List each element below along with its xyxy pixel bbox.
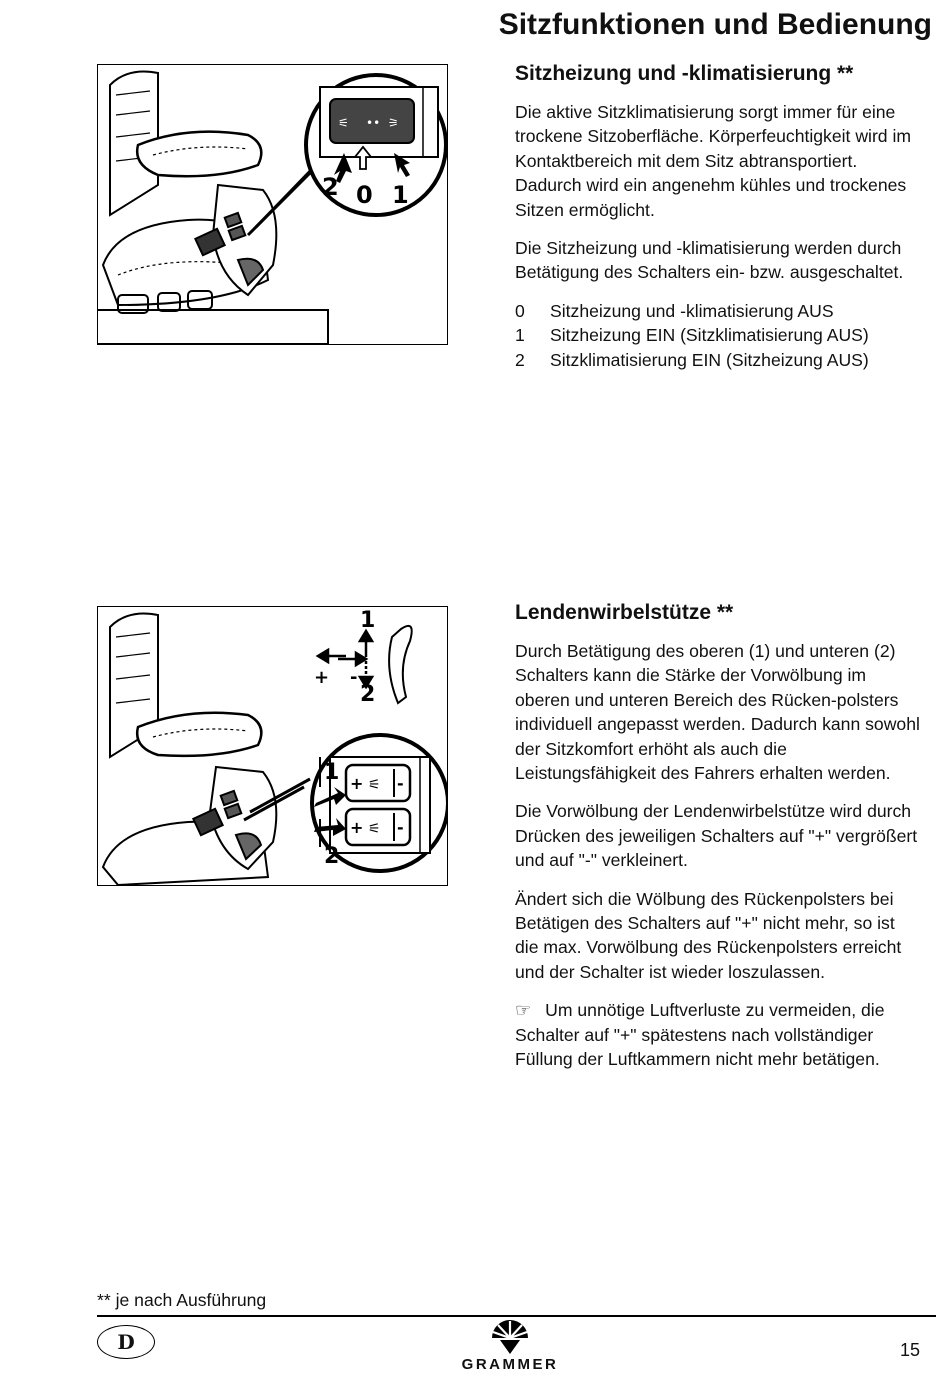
switch-label-1: 1 — [392, 181, 409, 209]
brand-name: GRAMMER — [461, 1356, 559, 1373]
lumbar-support-note — [515, 998, 920, 1071]
lumbar-support-paragraph-1: Durch Betätigung des oberen (1) und unteren (2) Schalters kann die Stärke der Vorwölbung im oberen und unteren Bereich des Rücken-polsters individuell angepasst werden. Dadurch kann sowohl der Sitzkomfort erhöht als auch die Leistungsfähigkeit des Fahrers erhalten werden. — [515, 641, 920, 784]
seat-heating-paragraph-2: Die Sitzheizung und -klimatisierung werden durch Betätigung des Schalters ein- bzw. ausgeschaltet. — [515, 238, 904, 283]
seat-heating-illustration — [98, 65, 447, 344]
lumbar-label-top: 1 — [360, 608, 376, 633]
svg-text:+: + — [350, 774, 364, 793]
legend-text: Sitzheizung EIN (Sitzklimatisierung AUS) — [550, 325, 869, 346]
seat-heating-paragraph-1: Die aktive Sitzklimatisierung sorgt immer für eine trockene Sitzoberfläche. Körperfeuchtigkeit wird im Kontaktbereich mit dem Sitz abtransportiert. Dadurch wird ein angenehm kühles und trockenes Sitzen ermöglicht. — [515, 102, 912, 220]
switch-label-upper: 1 — [324, 760, 340, 785]
lumbar-label-bottom: 2 — [360, 682, 376, 707]
lumbar-minus-label: - — [350, 667, 358, 688]
svg-text:⚞: ⚞ — [388, 116, 399, 130]
page-title: Sitzfunktionen und Bedienung — [498, 8, 932, 41]
switch-label-0: 0 — [356, 181, 373, 209]
seat-heating-figure — [97, 64, 448, 345]
seat-heating-heading: Sitzheizung und -klimatisierung ** — [515, 62, 854, 85]
legend-text: Sitzklimatisierung EIN (Sitzheizung AUS) — [550, 349, 869, 370]
svg-text:⚟: ⚟ — [368, 821, 381, 837]
lumbar-support-section — [515, 601, 920, 1086]
svg-text:••: •• — [366, 116, 381, 130]
legend-row — [515, 299, 920, 323]
legend-key: 2 — [515, 349, 525, 370]
lumbar-support-illustration — [98, 607, 447, 885]
legend-key: 0 — [515, 300, 525, 321]
svg-text:-: - — [397, 774, 404, 793]
brand-logo — [488, 1320, 532, 1356]
language-badge: D — [97, 1325, 155, 1359]
legend-key: 1 — [515, 325, 525, 346]
seat-heating-legend — [515, 299, 920, 372]
legend-row — [515, 348, 920, 372]
page-number: 15 — [899, 1340, 920, 1360]
lumbar-support-paragraph-2: Die Vorwölbung der Lendenwirbelstütze wird durch Drücken des jeweiligen Schalters auf "+" vergrößert und auf "-" verkleinert. — [515, 801, 918, 871]
lumbar-support-note-text: Um unnötige Luftverluste zu vermeiden, die Schalter auf "+" spätestens nach vollständiger Füllung der Luftkammern nicht mehr betätigen. — [515, 1000, 885, 1070]
svg-text:⚟: ⚟ — [338, 116, 349, 130]
lumbar-support-figure — [97, 606, 448, 886]
switch-label-2: 2 — [322, 173, 339, 201]
lumbar-plus-label: + — [314, 667, 330, 688]
svg-text:+: + — [350, 818, 364, 837]
legend-row — [515, 323, 920, 347]
switch-label-lower: 2 — [324, 844, 340, 869]
svg-text:⚟: ⚟ — [368, 777, 381, 793]
lumbar-support-heading: Lendenwirbelstütze ** — [515, 601, 734, 624]
seat-heating-section — [515, 62, 920, 372]
pointing-hand-icon: ☞ — [515, 1000, 532, 1021]
lumbar-support-paragraph-3: Ändert sich die Wölbung des Rückenpolsters bei Betätigen des Schalters auf "+" nicht mehr, so ist die max. Vorwölbung des Rückenpolsters erreicht und der Schalter ist wieder loszulassen. — [515, 888, 902, 982]
legend-text: Sitzheizung und -klimatisierung AUS — [550, 300, 834, 321]
svg-text:-: - — [397, 818, 404, 837]
grammer-logo-icon — [488, 1320, 532, 1356]
footer-divider — [97, 1315, 936, 1317]
footnote: ** je nach Ausführung — [97, 1290, 267, 1310]
